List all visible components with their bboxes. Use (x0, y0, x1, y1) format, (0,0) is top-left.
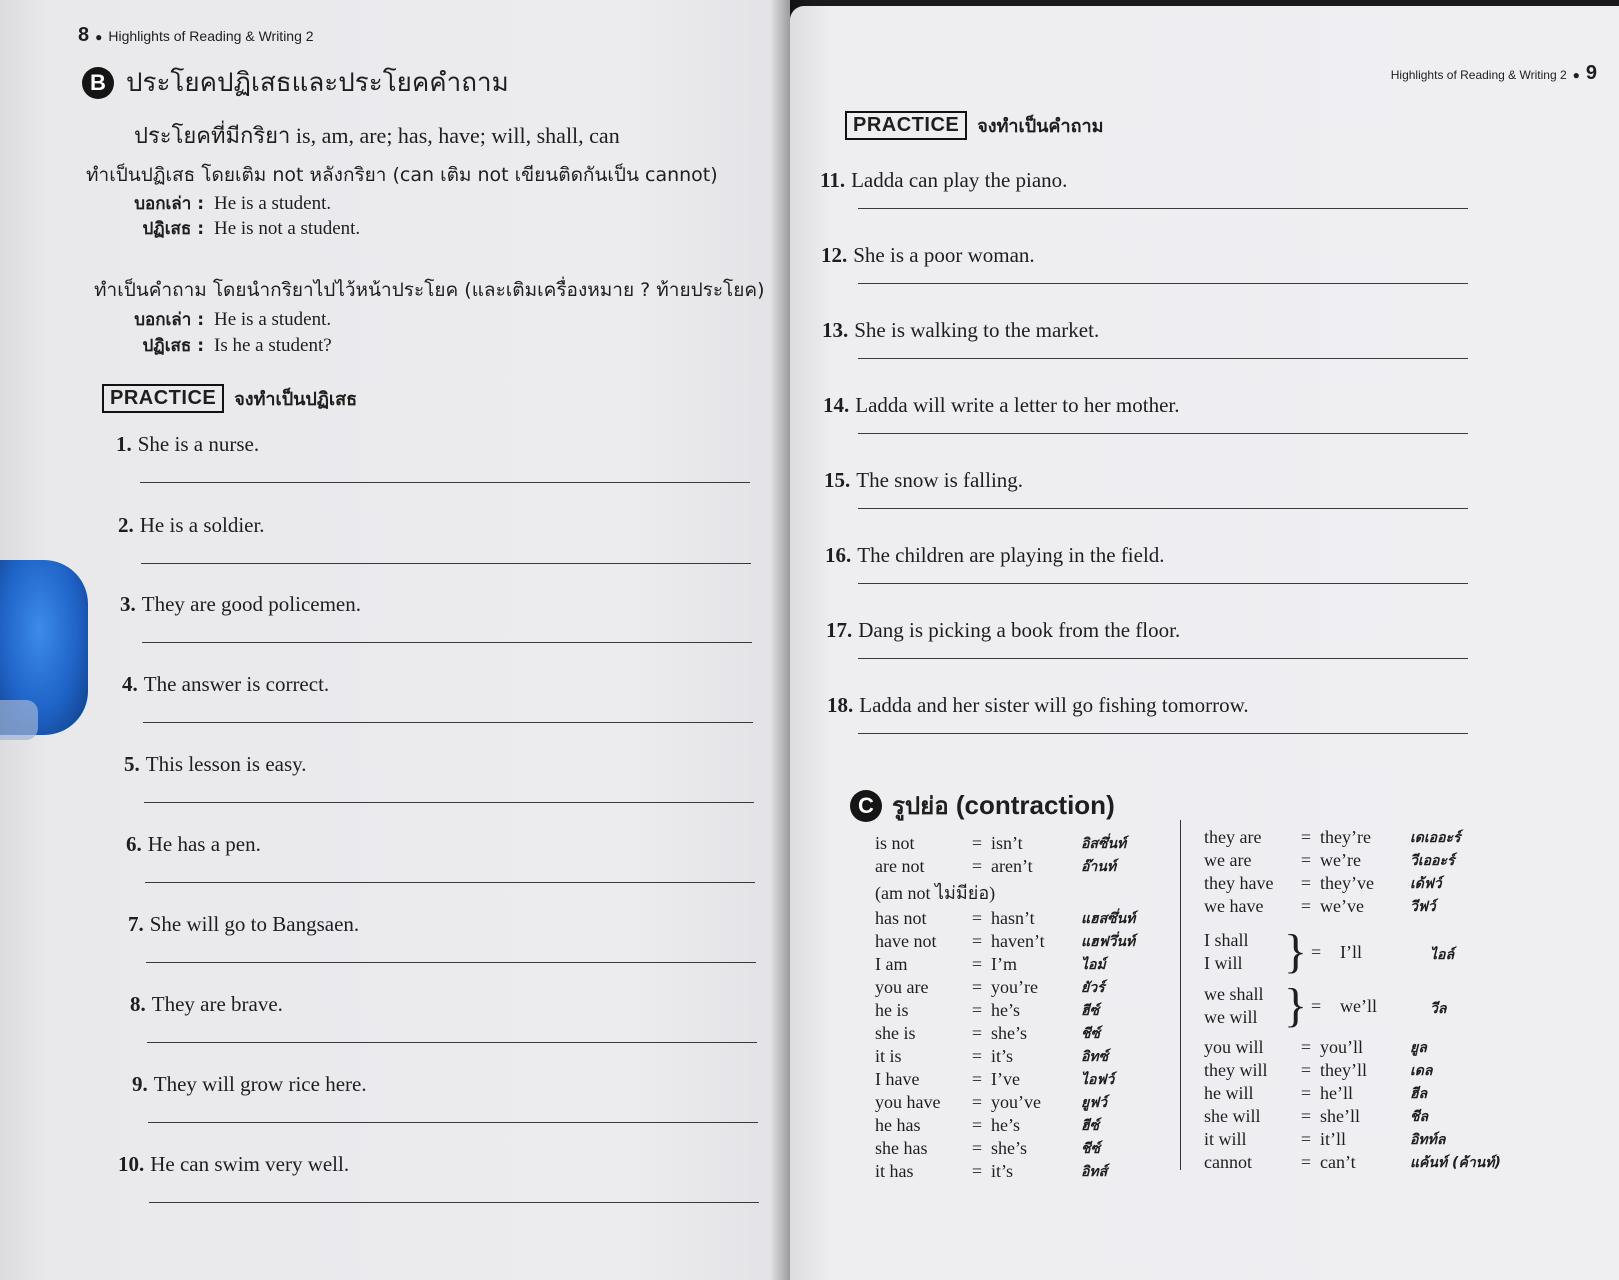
full-form: I will (1204, 953, 1243, 973)
brace-group-lines (1204, 984, 1263, 1030)
contraction-row (1204, 1059, 1501, 1082)
answer-line[interactable] (149, 1202, 759, 1203)
answer-line[interactable] (858, 733, 1468, 734)
short-form: you’re (991, 977, 1038, 997)
thai-pronunciation: เด้ฟว์ (1410, 875, 1442, 892)
full-form: they will (1204, 1060, 1268, 1080)
equals-sign: = (1300, 1129, 1312, 1149)
question-number: 2. (118, 513, 134, 537)
thai-pronunciation: ยูล (1410, 1039, 1427, 1056)
question-item (826, 618, 1180, 643)
short-form: you’ve (991, 1092, 1041, 1112)
intro-line: ประโยคที่มีกริยา is, am, are; has, have; will, shall, can (134, 123, 620, 148)
right-brace-icon: } (1284, 979, 1308, 1032)
question-number: 14. (823, 393, 850, 417)
thai-pronunciation: วีฟว์ (1410, 898, 1436, 915)
full-form: has not (875, 908, 927, 928)
answer-line[interactable] (146, 962, 756, 963)
equals-sign: = (971, 1023, 983, 1043)
thai-pronunciation: วีล (1430, 1001, 1447, 1017)
thai-pronunciation: วีเออะร์ (1410, 852, 1455, 869)
short-form: I’ve (991, 1069, 1020, 1089)
thai-pronunciation: ยูฟว์ (1081, 1094, 1107, 1111)
full-form: she has (875, 1138, 928, 1158)
answer-line[interactable] (143, 722, 753, 723)
practice-instruction: จงทำเป็นคำถาม (977, 116, 1104, 137)
answer-line[interactable] (144, 802, 754, 803)
contraction-row (1204, 826, 1461, 849)
question-number: 11. (820, 168, 846, 192)
question-text: She is a nurse. (137, 432, 260, 456)
contraction-column-divider (1180, 820, 1181, 1170)
question-text: They will grow rice here. (153, 1072, 367, 1096)
question-item (120, 592, 361, 617)
equals-sign: = (1300, 850, 1312, 870)
full-form: she will (1204, 1106, 1261, 1126)
thai-pronunciation: ไอม์ (1081, 956, 1106, 973)
contraction-row (1204, 849, 1461, 872)
full-form: I am (875, 954, 908, 974)
question-text: Ladda and her sister will go fishing tomorrow. (859, 693, 1249, 717)
question-item (116, 432, 259, 457)
question-item (820, 168, 1067, 193)
section-c-title-thai: รูปย่อ (892, 792, 949, 820)
question-text: Dang is picking a book from the floor. (858, 618, 1181, 642)
right-book-title: Highlights of Reading & Writing 2 (1390, 68, 1567, 82)
question-item (128, 912, 359, 937)
practice-label: PRACTICE (845, 111, 967, 140)
full-form: it is (875, 1046, 902, 1066)
question-number: 10. (118, 1152, 145, 1176)
short-form: she’s (991, 1023, 1027, 1043)
short-form: can’t (1320, 1152, 1356, 1172)
full-form: it will (1204, 1129, 1247, 1149)
short-form: hasn’t (991, 908, 1035, 928)
answer-line[interactable] (858, 208, 1468, 209)
example-label: บอกเล่า : (134, 194, 204, 214)
contraction-row (875, 1137, 1135, 1160)
contraction-row (1204, 1128, 1501, 1151)
equals-sign: = (1311, 996, 1322, 1016)
contraction-row (875, 832, 1135, 855)
question-number: 16. (825, 543, 852, 567)
question-number: 18. (827, 693, 854, 717)
short-form: they’re (1320, 827, 1371, 847)
thai-pronunciation: เดเออะร์ (1410, 829, 1461, 846)
equals-sign: = (1300, 1060, 1312, 1080)
contraction-row (875, 1022, 1135, 1045)
short-form: aren’t (991, 856, 1033, 876)
answer-line[interactable] (142, 642, 752, 643)
short-form: she’s (991, 1138, 1027, 1158)
example-text: He is a student. (214, 309, 332, 330)
question-rule: ทำเป็นคำถาม โดยนำกริยาไปไว้หน้าประโยค (และเติมเครื่องหมาย ? ท้ายประโยค) (94, 279, 765, 301)
short-form: we’ll (1340, 996, 1377, 1016)
question-item (822, 318, 1099, 343)
question-number: 6. (126, 832, 142, 856)
example-text: Is he a student? (214, 335, 332, 356)
contraction-row (1204, 1105, 1501, 1128)
equals-sign: = (1300, 1083, 1312, 1103)
full-form: he has (875, 1115, 921, 1135)
section-b-title: ประโยคปฏิเสธและประโยคคำถาม (126, 68, 509, 98)
short-form: I’m (991, 954, 1017, 974)
answer-line[interactable] (858, 583, 1468, 584)
full-form: are not (875, 856, 925, 876)
left-page-header (78, 24, 314, 47)
question-item (118, 513, 265, 538)
question-item (132, 1072, 367, 1097)
question-item (824, 468, 1023, 493)
full-form: he will (1204, 1083, 1254, 1103)
equals-sign: = (1311, 942, 1322, 962)
contraction-table-right-top (1204, 826, 1461, 918)
section-c-heading (850, 786, 1115, 825)
contraction-row (875, 855, 1135, 878)
short-form: you’ll (1320, 1037, 1363, 1057)
section-b-badge: B (82, 67, 114, 99)
short-form: he’s (991, 1000, 1020, 1020)
question-number: 15. (824, 468, 851, 492)
thai-pronunciation: เดล (1410, 1062, 1433, 1079)
contraction-row (875, 878, 1135, 907)
question-item (130, 992, 283, 1017)
example-label: ปฏิเสธ : (142, 219, 204, 239)
equals-sign: = (971, 1138, 983, 1158)
contraction-row (875, 953, 1135, 976)
right-page-header (1391, 62, 1597, 85)
short-form: she’ll (1320, 1106, 1360, 1126)
brace-group (1204, 925, 1455, 978)
question-example-affirmative (126, 306, 331, 333)
thai-pronunciation: ชีซ์ (1081, 1025, 1101, 1042)
thai-pronunciation: ชีซ์ (1081, 1140, 1101, 1157)
question-text: They are brave. (151, 992, 283, 1016)
question-item (825, 543, 1165, 568)
equals-sign: = (1300, 827, 1312, 847)
full-form: it has (875, 1161, 914, 1181)
short-form: I’ll (1340, 942, 1362, 962)
example-label: ปฏิเสธ : (142, 336, 204, 356)
brace-group (1204, 979, 1447, 1032)
equals-sign: = (971, 977, 983, 997)
full-form: we will (1204, 1007, 1258, 1027)
equals-sign: = (1300, 1037, 1312, 1057)
negative-example-affirmative (126, 190, 331, 217)
example-text: He is a student. (214, 193, 332, 214)
thai-pronunciation: แค้นท์ (ค้านท์) (1410, 1154, 1501, 1171)
answer-line[interactable] (858, 283, 1468, 284)
thumb-cover-base (0, 700, 38, 740)
full-form: they are (1204, 827, 1262, 847)
question-text: He has a pen. (147, 832, 261, 856)
example-text: He is not a student. (214, 218, 361, 239)
answer-line[interactable] (141, 563, 751, 564)
contraction-row (875, 1091, 1135, 1114)
question-text: Ladda will write a letter to her mother. (855, 393, 1180, 417)
full-form: (am not ไม่มีย่อ) (875, 883, 996, 903)
question-item (122, 672, 329, 697)
answer-line[interactable] (858, 658, 1468, 659)
full-form: have not (875, 931, 937, 951)
equals-sign: = (1300, 1152, 1312, 1172)
contraction-row (875, 999, 1135, 1022)
equals-sign: = (971, 1092, 983, 1112)
right-brace-icon: } (1284, 925, 1308, 978)
thai-pronunciation: ชีล (1410, 1108, 1429, 1125)
thai-pronunciation: ฮีล (1410, 1085, 1428, 1102)
left-book-title: Highlights of Reading & Writing 2 (108, 28, 314, 44)
example-label: บอกเล่า : (134, 310, 204, 330)
question-item (126, 832, 261, 857)
section-c-title-en: (contraction) (955, 790, 1115, 820)
question-number: 12. (821, 243, 848, 267)
full-form: cannot (1204, 1152, 1252, 1172)
question-number: 8. (130, 992, 146, 1016)
contraction-row (1204, 1082, 1501, 1105)
answer-line[interactable] (147, 1042, 757, 1043)
contraction-row (1204, 872, 1461, 895)
section-b-heading (82, 62, 509, 103)
contraction-row (1204, 1151, 1501, 1174)
question-number: 3. (120, 592, 136, 616)
question-text: The children are playing in the field. (857, 543, 1165, 567)
header-bullet-icon: ● (1572, 68, 1580, 82)
answer-line[interactable] (858, 358, 1468, 359)
thai-pronunciation: อ๊านท์ (1081, 858, 1117, 875)
equals-sign: = (971, 1069, 983, 1089)
question-text: They are good policemen. (141, 592, 361, 616)
negative-example-negative (126, 215, 360, 242)
full-form: you are (875, 977, 929, 997)
practice-header-question (845, 111, 1103, 140)
short-form: it’s (991, 1161, 1014, 1181)
short-form: we’ve (1320, 896, 1364, 916)
contraction-table-right-bottom (1204, 1036, 1501, 1174)
thai-pronunciation: อิทซ์ (1081, 1048, 1109, 1065)
full-form: I have (875, 1069, 920, 1089)
contraction-row (875, 976, 1135, 999)
question-number: 4. (122, 672, 138, 696)
short-form: isn’t (991, 833, 1023, 853)
short-form: we’re (1320, 850, 1361, 870)
equals-sign: = (1300, 873, 1312, 893)
question-text: Ladda can play the piano. (851, 168, 1068, 192)
contraction-row (875, 1045, 1135, 1068)
equals-sign: = (971, 1000, 983, 1020)
short-form: they’ve (1320, 873, 1374, 893)
thai-pronunciation: อิสซึ่นท์ (1081, 835, 1127, 852)
practice-header-negative (102, 384, 357, 413)
question-text: She will go to Bangsaen. (149, 912, 360, 936)
full-form: he is (875, 1000, 909, 1020)
question-number: 7. (128, 912, 144, 936)
thai-pronunciation: แฮฟวึ่นท์ (1081, 933, 1136, 950)
answer-line[interactable] (145, 882, 755, 883)
question-number: 13. (822, 318, 849, 342)
thai-pronunciation: ไอล์ (1430, 947, 1455, 963)
full-form: you have (875, 1092, 941, 1112)
question-text: The snow is falling. (856, 468, 1024, 492)
equals-sign: = (971, 1046, 983, 1066)
section-c-badge: C (850, 790, 882, 822)
equals-sign: = (971, 908, 983, 928)
practice-instruction: จงทำเป็นปฏิเสธ (234, 389, 358, 410)
question-text: She is walking to the market. (854, 318, 1100, 342)
equals-sign: = (971, 954, 983, 974)
right-page (790, 6, 1619, 1280)
full-form: is not (875, 833, 915, 853)
contraction-row (875, 1068, 1135, 1091)
full-form: I shall (1204, 930, 1249, 950)
full-form: you will (1204, 1037, 1264, 1057)
full-form: we shall (1204, 984, 1264, 1004)
question-number: 5. (124, 752, 140, 776)
short-form: he’ll (1320, 1083, 1353, 1103)
question-text: She is a poor woman. (853, 243, 1035, 267)
question-number: 1. (116, 432, 132, 456)
contraction-row (875, 1114, 1135, 1137)
contraction-row (1204, 895, 1461, 918)
header-bullet-icon: ● (95, 30, 103, 44)
short-form: it’s (991, 1046, 1014, 1066)
answer-line[interactable] (858, 508, 1468, 509)
question-item (823, 393, 1179, 418)
negative-rule: ทำเป็นปฏิเสธ โดยเติม not หลังกริยา (can เติม not เขียนติดกันเป็น cannot) (86, 164, 718, 186)
thai-pronunciation: ยัวร์ (1081, 979, 1105, 996)
contraction-row (875, 907, 1135, 930)
answer-line[interactable] (148, 1122, 758, 1123)
thai-pronunciation: อิทท์ล (1410, 1131, 1446, 1148)
right-page-number: 9 (1585, 62, 1597, 84)
thai-pronunciation: ฮีซ์ (1081, 1117, 1100, 1134)
full-form: we are (1204, 850, 1252, 870)
equals-sign: = (971, 833, 983, 853)
question-text: He is a soldier. (139, 513, 265, 537)
equals-sign: = (1300, 896, 1312, 916)
thai-pronunciation: ฮีซ์ (1081, 1002, 1100, 1019)
thai-pronunciation: อิทส์ (1081, 1163, 1108, 1180)
short-form: it’ll (1320, 1129, 1346, 1149)
question-text: He can swim very well. (150, 1152, 350, 1176)
question-item (827, 693, 1249, 718)
thai-pronunciation: ไอฟว์ (1081, 1071, 1115, 1088)
contraction-table-left (875, 832, 1135, 1183)
short-form: they’ll (1320, 1060, 1367, 1080)
contraction-row (875, 930, 1135, 953)
equals-sign: = (1300, 1106, 1312, 1126)
contraction-row (1204, 1036, 1501, 1059)
question-item (118, 1152, 349, 1177)
full-form: we have (1204, 896, 1264, 916)
equals-sign: = (971, 1161, 983, 1181)
question-item (821, 243, 1035, 268)
answer-line[interactable] (858, 433, 1468, 434)
question-item (124, 752, 307, 777)
question-text: The answer is correct. (143, 672, 330, 696)
equals-sign: = (971, 1115, 983, 1135)
short-form: he’s (991, 1115, 1020, 1135)
thai-pronunciation: แฮสซึ่นท์ (1081, 910, 1136, 927)
answer-line[interactable] (140, 482, 750, 483)
short-form: haven’t (991, 931, 1045, 951)
question-example-question (126, 332, 332, 359)
equals-sign: = (971, 931, 983, 951)
contraction-row (875, 1160, 1135, 1183)
brace-group-lines (1204, 930, 1249, 976)
question-text: This lesson is easy. (145, 752, 307, 776)
question-number: 17. (826, 618, 853, 642)
full-form: they have (1204, 873, 1274, 893)
left-page-number: 8 (78, 24, 90, 46)
left-page (0, 0, 790, 1280)
full-form: she is (875, 1023, 916, 1043)
equals-sign: = (971, 856, 983, 876)
practice-label: PRACTICE (102, 384, 224, 413)
question-number: 9. (132, 1072, 148, 1096)
